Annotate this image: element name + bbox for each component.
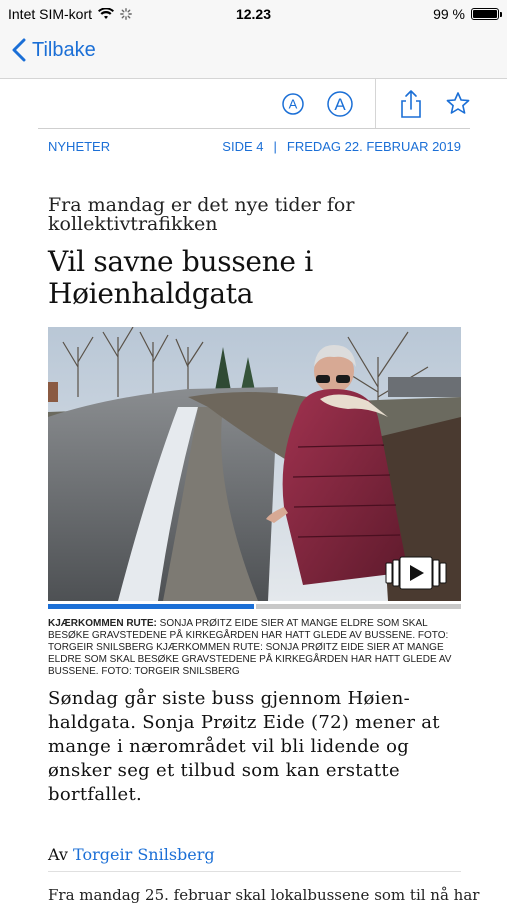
- pager-segment[interactable]: [48, 604, 254, 609]
- back-label: Tilbake: [32, 38, 96, 61]
- activity-spinner-icon: [120, 8, 132, 20]
- video-play-icon[interactable]: [385, 555, 447, 591]
- article-headline: Vil savne bussene i Høienhaldgata: [48, 245, 313, 310]
- article-lead: Søndag går siste buss gjennom Høien-haldgata. Sonja Prøitz Eide (72) mener at mange i nærområdet vil bli lidende og ønsker seg et tilbud som kan erstatte bortfallet.: [48, 688, 440, 805]
- status-right: [433, 6, 499, 22]
- battery-percent: 99 %: [433, 6, 465, 22]
- caption-lead: KJÆRKOMMEN RUTE:: [48, 618, 157, 629]
- share-icon: [396, 89, 426, 119]
- svg-text:A: A: [334, 95, 346, 114]
- bookmark-star-icon: [443, 89, 473, 119]
- bookmark-button[interactable]: [443, 89, 473, 119]
- font-smaller-button[interactable]: [278, 89, 308, 119]
- back-button[interactable]: [12, 38, 96, 62]
- article-toolbar: [0, 79, 507, 129]
- article-meta: [48, 139, 461, 154]
- carrier-label: Intet SIM-kort: [8, 6, 93, 22]
- battery-level: [473, 10, 497, 18]
- status-time: 12.23: [235, 6, 272, 22]
- byline-prefix: Av: [48, 845, 68, 864]
- toolbar-rule: [38, 128, 470, 129]
- gallery-pager[interactable]: [48, 604, 461, 609]
- chevron-left-icon: [12, 38, 26, 62]
- article-photo[interactable]: [48, 327, 461, 601]
- nav-bar: [0, 28, 507, 79]
- svg-text:A: A: [288, 96, 298, 112]
- page-date: [222, 139, 461, 154]
- status-bar: [0, 0, 507, 28]
- author-link[interactable]: Torgeir Snilsberg: [73, 845, 215, 864]
- wifi-icon: [98, 8, 114, 20]
- page-label: SIDE 4: [222, 139, 264, 154]
- pager-segment[interactable]: [256, 604, 462, 609]
- font-larger-icon: [325, 89, 355, 119]
- status-left: [8, 6, 132, 22]
- battery-icon: [471, 8, 499, 20]
- article-kicker: Fra mandag er det nye tider for kollektivtrafikken: [48, 194, 355, 235]
- meta-separator: |: [273, 139, 277, 154]
- article-body: Fra mandag 25. februar skal lokalbussene som til nå har: [48, 886, 480, 904]
- photo-caption: [48, 618, 461, 678]
- byline-rule: [48, 871, 461, 872]
- caption-text: SONJA PRØITZ EIDE SIER AT MANGE ELDRE SOM SKAL BESØKE GRAVSTEDENE PÅ KIRKEGÅRDEN HAR HATT GLEDE AV BUSSENE. FOTO: TORGEIR SNILSBERG KJÆRKOMMEN RUTE: SONJA PRØITZ EIDE SIER AT MANGE ELDRE SOM SKAL BESØKE GRAVSTEDENE PÅ KIRKEGÅRDEN HAR HATT GLEDE AV BUSSENE. FOTO: TORGEIR SNILSBERG: [48, 618, 452, 677]
- font-larger-button[interactable]: [325, 89, 355, 119]
- font-smaller-icon: [278, 89, 308, 119]
- byline: [48, 845, 461, 864]
- share-button[interactable]: [396, 89, 426, 119]
- section-label: NYHETER: [48, 139, 111, 154]
- date-label: FREDAG 22. FEBRUAR 2019: [286, 139, 461, 154]
- toolbar-divider: [375, 79, 376, 129]
